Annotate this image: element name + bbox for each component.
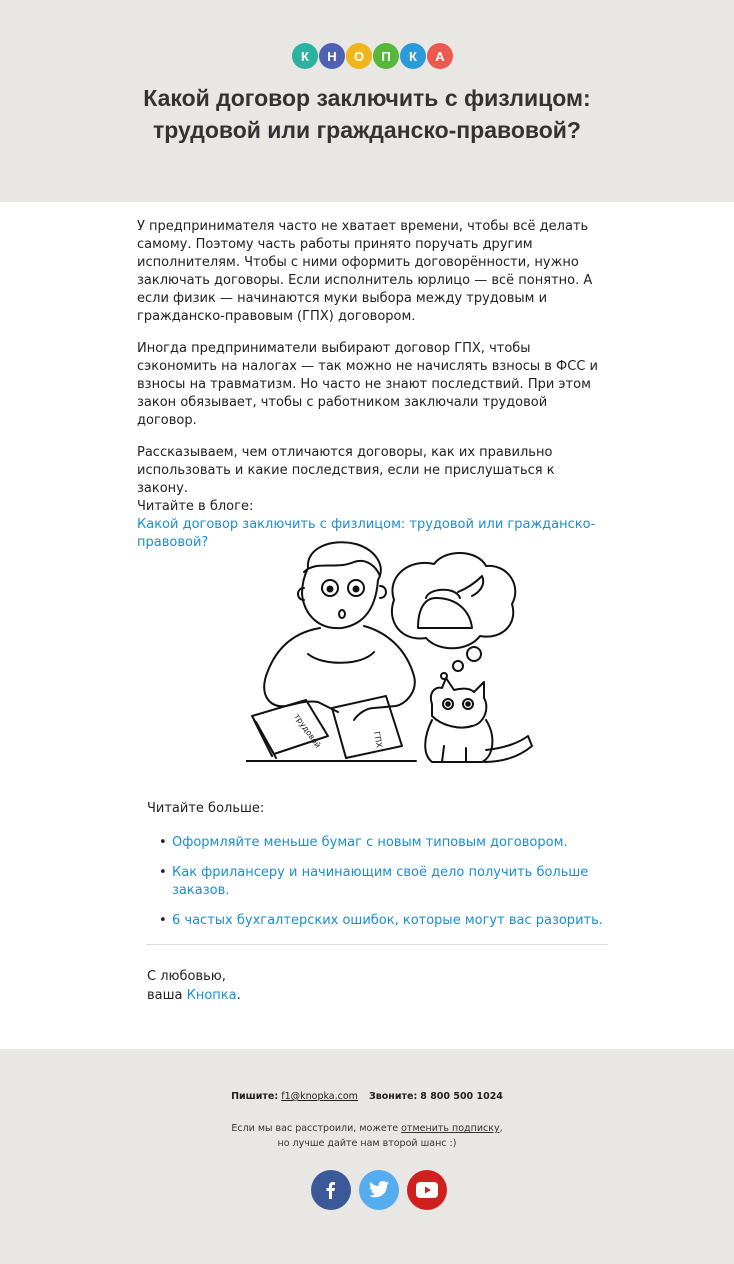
signoff bbox=[147, 967, 241, 1005]
unsub-prefix: Если мы вас расстроили, можете bbox=[231, 1123, 402, 1134]
contacts-line bbox=[0, 1091, 734, 1102]
document-label: ГПХ bbox=[372, 730, 384, 749]
email-title: Какой договор заключить с физлицом: трудовой или гражданско-правовой? bbox=[143, 85, 591, 143]
read-more-label: Читайте больше: bbox=[147, 801, 265, 816]
logo-letter: О bbox=[346, 43, 372, 69]
paragraph: У предпринимателя часто не хватает времени, чтобы всё делать самому. Поэтому часть работы принято поручать другим исполнителям. Чтобы с ними оформить договорённости, нужно заключать договоры. Если исполнитель юрлицо — всё понятно. А если физик — начинаются муки выбора между трудовым и гражданско-правовым (ГПХ) договором. bbox=[137, 219, 593, 324]
brand-link[interactable]: Кнопка bbox=[186, 988, 237, 1003]
unsub-suffix: , bbox=[499, 1123, 503, 1134]
read-more-link[interactable]: 6 частых бухгалтерских ошибок, которые могут вас разорить. bbox=[172, 913, 603, 928]
youtube-button[interactable] bbox=[407, 1170, 447, 1210]
signoff-line: С любовью, bbox=[147, 969, 226, 984]
list-item bbox=[161, 834, 607, 852]
blog-article-link[interactable]: Какой договор заключить с физлицом: трудовой или гражданско-правовой? bbox=[137, 517, 596, 550]
signoff-prefix: ваша bbox=[147, 988, 187, 1003]
logo-letter: К bbox=[400, 43, 426, 69]
signoff-line bbox=[147, 986, 241, 1005]
document-label: трудовой bbox=[292, 711, 323, 750]
unsub-second-line: но лучше дайте нам второй шанс :) bbox=[277, 1138, 457, 1149]
logo-letter: А bbox=[427, 43, 453, 69]
social-links bbox=[311, 1170, 447, 1210]
call-label: Звоните: bbox=[368, 1091, 418, 1102]
paragraph: Иногда предприниматели выбирают договор ГПХ, чтобы сэкономить на налогах — так можно не начислять взносы в ФСС и взносы на травматизм. Но часто не знают последствий. При этом закон обязывает, чтобы с работником заключали трудовой договор. bbox=[137, 341, 598, 428]
read-more-section bbox=[147, 800, 607, 942]
logo-letter: К bbox=[292, 43, 318, 69]
divider bbox=[146, 944, 608, 945]
twitter-icon bbox=[368, 1180, 390, 1200]
blog-read-label: Читайте в блоге: bbox=[137, 499, 254, 514]
unsubscribe-link[interactable]: отменить подписку bbox=[401, 1123, 500, 1134]
signoff-suffix: . bbox=[236, 988, 241, 1003]
email-header bbox=[0, 0, 734, 202]
logo-letter: П bbox=[373, 43, 399, 69]
email-link[interactable]: f1@knopka.com bbox=[281, 1091, 358, 1102]
email-footer bbox=[0, 1049, 734, 1264]
unsubscribe-text bbox=[0, 1121, 734, 1151]
youtube-icon bbox=[416, 1182, 438, 1198]
email-body bbox=[137, 218, 607, 552]
facebook-icon bbox=[321, 1180, 341, 1200]
list-item bbox=[161, 912, 607, 930]
knopka-logo[interactable] bbox=[292, 43, 453, 69]
read-more-link[interactable]: Как фрилансеру и начинающим своё дело получить больше заказов. bbox=[172, 865, 589, 898]
illustration-man-with-cat bbox=[246, 536, 606, 786]
read-more-link[interactable]: Оформляйте меньше бумаг с новым типовым договором. bbox=[172, 835, 568, 850]
logo-letter: Н bbox=[319, 43, 345, 69]
list-item bbox=[161, 864, 607, 900]
twitter-button[interactable] bbox=[359, 1170, 399, 1210]
read-more-list bbox=[147, 834, 607, 930]
blog-intro: Рассказываем, чем отличаются договоры, как их правильно использовать и какие последствия, если не прислушаться к закону. bbox=[137, 445, 555, 496]
write-label: Пишите: bbox=[231, 1091, 279, 1102]
phone-number[interactable]: 8 800 500 1024 bbox=[420, 1091, 503, 1102]
facebook-button[interactable] bbox=[311, 1170, 351, 1210]
